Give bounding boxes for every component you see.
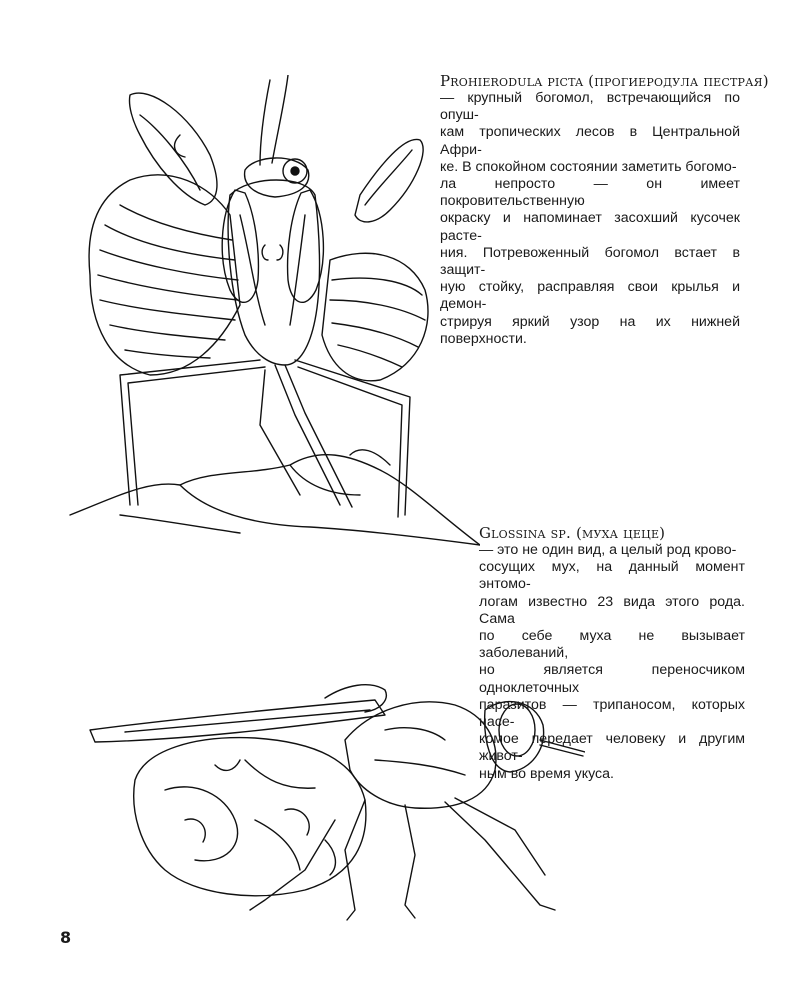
tsetse-fly-title: Glossina sp. (муха цеце) [479,524,666,542]
tsetse-fly-description: — это не один вид, а целый род крово- сосущих мух, на данный момент энтомо- логам известно 23 вида этого рода. Сама по себе муха не вызывает заболеваний, но является переносчиком одноклеточных паразитов — трипаносом, которых насе- комое передает человеку и другим живот- ным во время укуса. [479,542,745,782]
mantis-title: Prohierodula picta (прогиеродула пестрая) [440,72,769,90]
mantis-entry [440,72,769,348]
tsetse-fly-entry [479,524,745,783]
mantis-description: — крупный богомол, встречающийся по опуш- кам тропических лесов в Центральной Афри- ке. В спокойном состоянии заметить богомо- ла непросто — он имеет покровительственную окраску и напоминает засохший кусочек расте- ния. Потревоженный богомол встает в защит- ную стойку, расправляя свои крылья и демон- стрируя яркий узор на их нижней поверхности. [440,90,740,347]
page-number: 8 [60,928,72,947]
mantis-illustration [60,75,480,555]
